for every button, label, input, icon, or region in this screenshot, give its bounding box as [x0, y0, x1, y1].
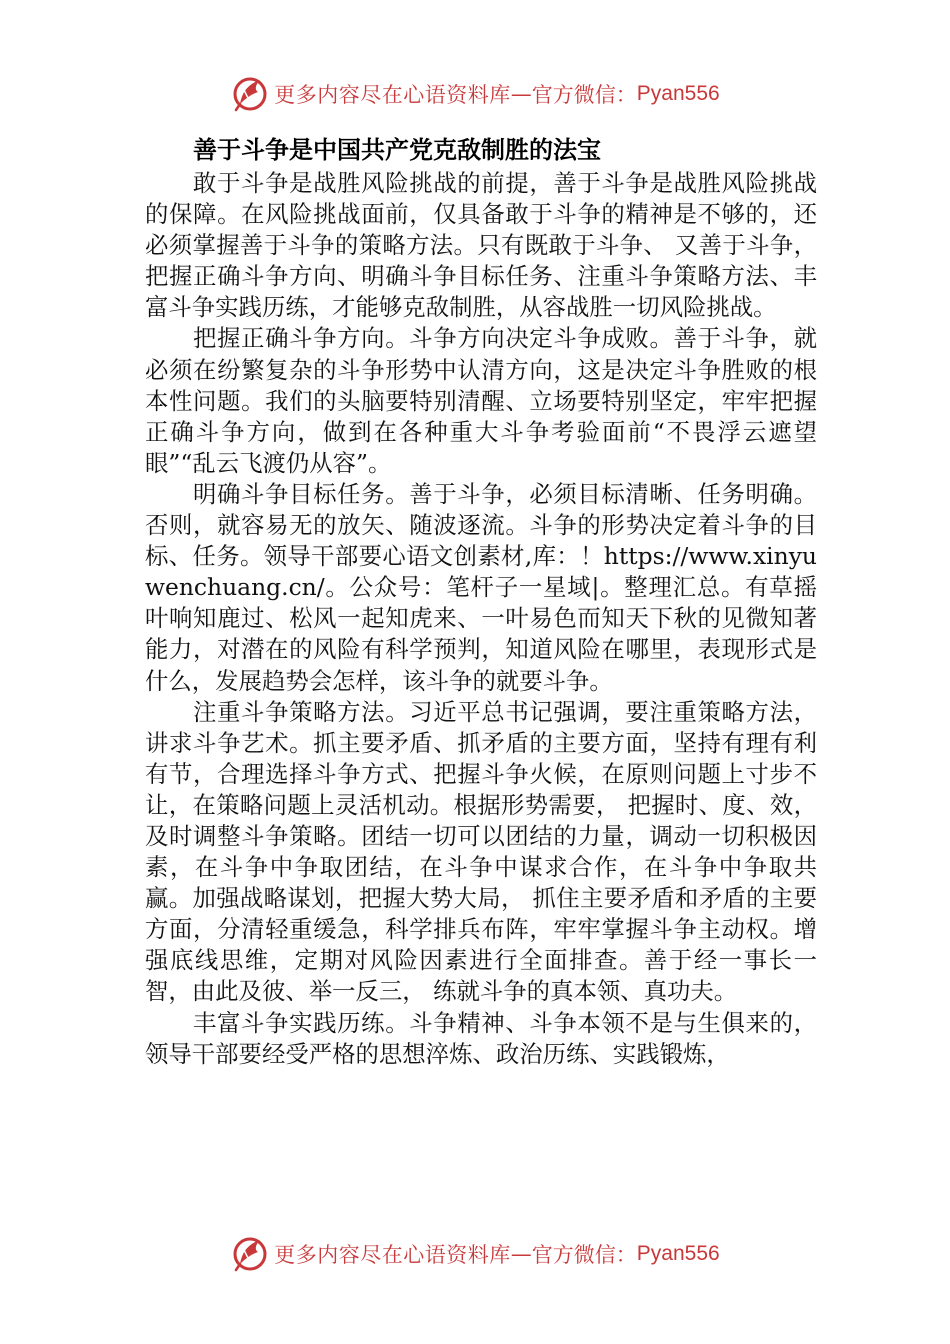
wechat-label: 官方微信：	[531, 1243, 637, 1267]
header-banner	[0, 70, 950, 118]
footer-banner	[0, 1230, 950, 1278]
banner-separator: —	[510, 1242, 532, 1266]
banner-text: 更多内容尽在心语资料库	[274, 1243, 511, 1267]
paragraph: 明确斗争目标任务。善于斗争，必须目标清晰、任务明确。否则，就容易无的放矢、随波逐流。斗争的形势决定着斗争的目标、任务。领导干部要心语文创素材,库：！https://www.xinyuwenchuang.cn/。公众号：笔杆子一星域|。整理汇总。有草摇叶响知鹿过、松风一起知虎来、一叶易色而知天下秋的见微知著能力，对潜在的风险有科学预判，知道风险在哪里，表现形式是什么，发展趋势会怎样，该斗争的就要斗争。	[145, 479, 817, 695]
paragraph: 敢于斗争是战胜风险挑战的前提，善于斗争是战胜风险挑战的保障。在风险挑战面前，仅具备敢于斗争的精神是不够的，还必须掌握善于斗争的策略方法。只有既敢于斗争、 又善于斗争，把握正确斗争方向、明确斗争目标任务、注重斗争策略方法、丰富斗争实践历练，才能够克敌制胜，从容战胜一切风险挑战。	[145, 169, 817, 322]
document-body	[145, 128, 817, 1070]
banner-separator: —	[510, 82, 532, 106]
wechat-id: Pyan556	[636, 1242, 720, 1265]
document-title: 善于斗争是中国共产党克敌制胜的法宝	[193, 136, 601, 164]
wechat-id: Pyan556	[636, 82, 720, 105]
feather-quill-logo-icon	[230, 1234, 270, 1274]
banner-text: 更多内容尽在心语资料库	[274, 83, 511, 107]
wechat-label: 官方微信：	[531, 83, 637, 107]
paragraph: 丰富斗争实践历练。斗争精神、斗争本领不是与生俱来的，领导干部要经受严格的思想淬炼、政治历练、实践锻炼，	[145, 1008, 817, 1068]
feather-quill-logo-icon	[230, 74, 270, 114]
paragraph: 把握正确斗争方向。斗争方向决定斗争成败。善于斗争，就必须在纷繁复杂的斗争形势中认清方向，这是决定斗争胜败的根本性问题。我们的头脑要特别清醒、立场要特别坚定，牢牢把握正确斗争方向，做到在各种重大斗争考验面前“不畏浮云遮望眼”“乱云飞渡仍从容”。	[145, 324, 817, 477]
paragraph: 注重斗争策略方法。习近平总书记强调，要注重策略方法，讲求斗争艺术。抓主要矛盾、抓矛盾的主要方面，坚持有理有利有节，合理选择斗争方式、把握斗争火候，在原则问题上寸步不让，在策略问题上灵活机动。根据形势需要， 把握时、度、效，及时调整斗争策略。团结一切可以团结的力量，调动一切积极因素，在斗争中争取团结，在斗争中谋求合作，在斗争中争取共赢。加强战略谋划，把握大势大局， 抓住主要矛盾和矛盾的主要方面，分清轻重缓急，科学排兵布阵，牢牢掌握斗争主动权。增强底线思维，定期对风险因素进行全面排查。善于经一事长一智，由此及彼、举一反三， 练就斗争的真本领、真功夫。	[145, 697, 817, 1006]
